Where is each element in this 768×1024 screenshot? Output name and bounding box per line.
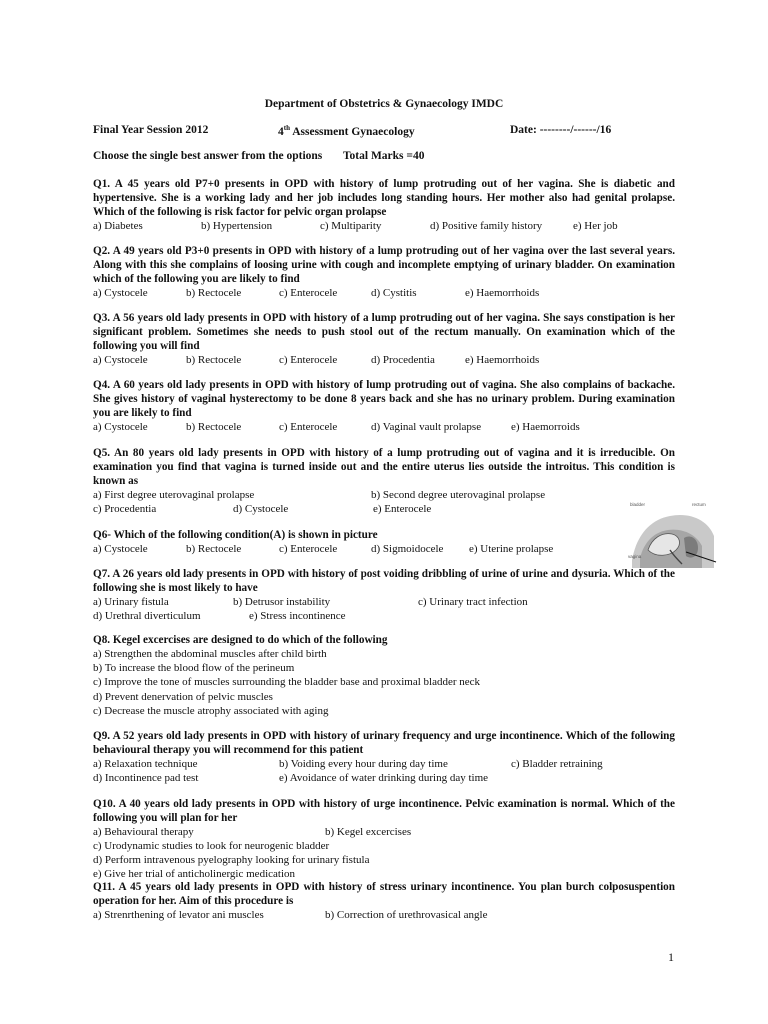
question-stem: Q6- Which of the following condition(A) is shown in picture <box>93 529 378 541</box>
option-c: c) Enterocele <box>279 287 338 299</box>
option-a: a) Strengthen the abdominal muscles after child birth <box>93 648 327 660</box>
option-a: a) Cystocele <box>93 543 148 555</box>
option-a: a) First degree uterovaginal prolapse <box>93 489 255 501</box>
option-b: b) Voiding every hour during day time <box>279 758 448 770</box>
question-stem: Q4. A 60 years old lady presents in OPD with history of lump protruding out of vagina. She also complains of backache. She gives history of vaginal hysterectomy to be done 8 years back and she has no urinary problem. During examination you are likely to find <box>93 379 675 419</box>
question-stem: Q5. An 80 years old lady presents in OPD with history of a lump protruding out of vagina and it is irreducible. On examination you find that vagina is turned inside out and the entire uterus lies outside the introitus. This condition is known as <box>93 447 675 487</box>
option-c: c) Enterocele <box>279 543 338 555</box>
question-6 <box>93 528 623 556</box>
question-10 <box>93 797 675 882</box>
option-d: d) Sigmoidocele <box>371 543 444 555</box>
total-marks: Total Marks =40 <box>342 150 425 162</box>
option-a: a) Urinary fistula <box>93 596 169 608</box>
option-d: d) Positive family history <box>430 220 543 232</box>
assessment-number: 4 <box>278 125 284 138</box>
session-label: Final Year Session 2012 <box>93 124 209 136</box>
option-b: b) Rectocele <box>186 354 242 366</box>
document-title: Department of Obstetrics & Gynaecology IMDC <box>264 98 504 110</box>
option-b: b) Kegel excercises <box>325 826 412 838</box>
figure-label-bladder: bladder <box>630 502 646 507</box>
option-b: b) Detrusor instability <box>233 596 331 608</box>
option-a: a) Cystocele <box>93 287 148 299</box>
option-row <box>93 757 675 771</box>
question-7 <box>93 567 675 623</box>
option-c: c) Enterocele <box>279 421 338 433</box>
option-row <box>93 908 675 922</box>
option-d: d) Vaginal vault prolapse <box>371 421 482 433</box>
option-a: a) Cystocele <box>93 421 148 433</box>
pelvic-anatomy-figure <box>626 498 718 568</box>
assessment-ordinal: th <box>283 124 290 132</box>
figure-label-rectum: rectum <box>692 502 706 507</box>
option-e: e) Give her trial of anticholinergic medication <box>93 868 295 881</box>
option-row <box>93 502 675 516</box>
question-stem: Q1. A 45 years old P7+0 presents in OPD with history of lump protruding out of her vagina. She is diabetic and hypertensive. She is a working lady and her job includes long standing hours. Her mother also had genital prolapse. Which of the following is risk factor for pelvic organ prolapse <box>93 178 675 218</box>
option-e: e) Uterine prolapse <box>469 543 554 555</box>
option-c: c) Enterocele <box>279 354 338 366</box>
option-e: c) Decrease the muscle atrophy associated with aging <box>93 704 329 717</box>
option-c: c) Multiparity <box>320 220 382 232</box>
option-row <box>93 542 623 556</box>
question-9 <box>93 729 675 785</box>
option-d: d) Incontinence pad test <box>93 772 199 784</box>
option-b: b) Rectocele <box>186 543 242 555</box>
option-c: c) Urodynamic studies to look for neurogenic bladder <box>93 840 330 852</box>
question-3 <box>93 311 675 367</box>
option-a: a) Diabetes <box>93 220 143 232</box>
instructions <box>93 150 442 162</box>
option-b: b) Rectocele <box>186 421 242 433</box>
option-b: b) Second degree uterovaginal prolapse <box>371 489 546 501</box>
option-d: d) Urethral diverticulum <box>93 610 201 622</box>
option-c: c) Improve the tone of muscles surrounding the bladder base and proximal bladder neck <box>93 676 481 689</box>
figure-label-vagina: vagina <box>628 554 642 559</box>
page-number: 1 <box>668 950 674 964</box>
option-b: b) To increase the blood flow of the perineum <box>93 662 295 675</box>
option-row <box>93 353 675 367</box>
option-d: d) Procedentia <box>371 354 435 366</box>
option-row <box>93 825 675 839</box>
instructions-text: Choose the single best answer from the options <box>93 150 323 162</box>
option-e: e) Her job <box>573 220 618 232</box>
question-stem: Q10. A 40 years old lady presents in OPD with history of urge incontinence. Pelvic examination is normal. Which of the following you will plan for her <box>93 798 675 824</box>
option-row <box>93 609 675 623</box>
option-c: c) Urinary tract infection <box>418 596 528 608</box>
assessment-label <box>278 124 415 138</box>
option-a: a) Cystocele <box>93 354 148 366</box>
option-e: e) Enterocele <box>373 503 432 515</box>
option-e: e) Haemorroids <box>511 421 580 433</box>
question-4 <box>93 378 675 434</box>
question-stem: Q3. A 56 years old lady presents in OPD with history of a lump protruding out of her vagina. She says constipation is her significant problem. Sometimes she needs to push stool out of the rectum manually. On examination which of the following you will find <box>93 312 675 352</box>
question-1 <box>93 177 675 233</box>
option-e: e) Stress incontinence <box>249 610 346 622</box>
option-row <box>93 219 675 233</box>
option-d: d) Cystocele <box>233 503 289 515</box>
option-row <box>93 595 675 609</box>
question-5 <box>93 446 675 516</box>
option-a: a) Strenrthening of levator ani muscles <box>93 909 264 921</box>
question-stem: Q11. A 45 years old lady presents in OPD with history of stress urinary incontinence. You plan burch colposuspention operation for her. Aim of this procedure is <box>93 881 675 907</box>
option-c: c) Procedentia <box>93 503 157 515</box>
question-stem: Q8. Kegel excercises are designed to do which of the following <box>93 634 388 646</box>
question-11 <box>93 880 675 922</box>
question-stem: Q7. A 26 years old lady presents in OPD with history of post voiding dribbling of urine of urine and dysuria. Which of the following she is most likely to have <box>93 568 675 594</box>
option-e: e) Avoidance of water drinking during day time <box>279 772 489 784</box>
date-field: Date: --------/------/16 <box>510 124 612 136</box>
option-row <box>93 286 675 300</box>
option-e: e) Haemorrhoids <box>465 354 540 366</box>
option-d: d) Prevent denervation of pelvic muscles <box>93 690 273 703</box>
option-b: b) Rectocele <box>186 287 242 299</box>
option-b: b) Correction of urethrovasical angle <box>325 909 488 921</box>
question-stem: Q9. A 52 years old lady presents in OPD with history of urinary frequency and urge incontinence. Which of the following behavioural therapy you will recommend for this patient <box>93 730 675 756</box>
assessment-title: Assessment Gynaecology <box>289 125 415 138</box>
option-a: a) Behavioural therapy <box>93 826 194 838</box>
option-row <box>93 420 675 434</box>
option-a: a) Relaxation technique <box>93 758 198 770</box>
option-c: c) Bladder retraining <box>511 758 603 770</box>
option-e: e) Haemorrhoids <box>465 287 540 299</box>
option-row <box>93 488 675 502</box>
option-b: b) Hypertension <box>201 220 273 232</box>
option-d: d) Cystitis <box>371 287 417 299</box>
option-d: d) Perform intravenous pyelography looking for urinary fistula <box>93 854 370 867</box>
question-2 <box>93 244 675 300</box>
option-row <box>93 771 675 785</box>
question-8 <box>93 633 675 718</box>
question-stem: Q2. A 49 years old P3+0 presents in OPD with history of a lump protruding out of her vagina over the last several years. Along with this she complains of loosing urine with cough and incomplete emptying of urinary bladder. On examination which of the following you are likely to find <box>93 245 675 285</box>
